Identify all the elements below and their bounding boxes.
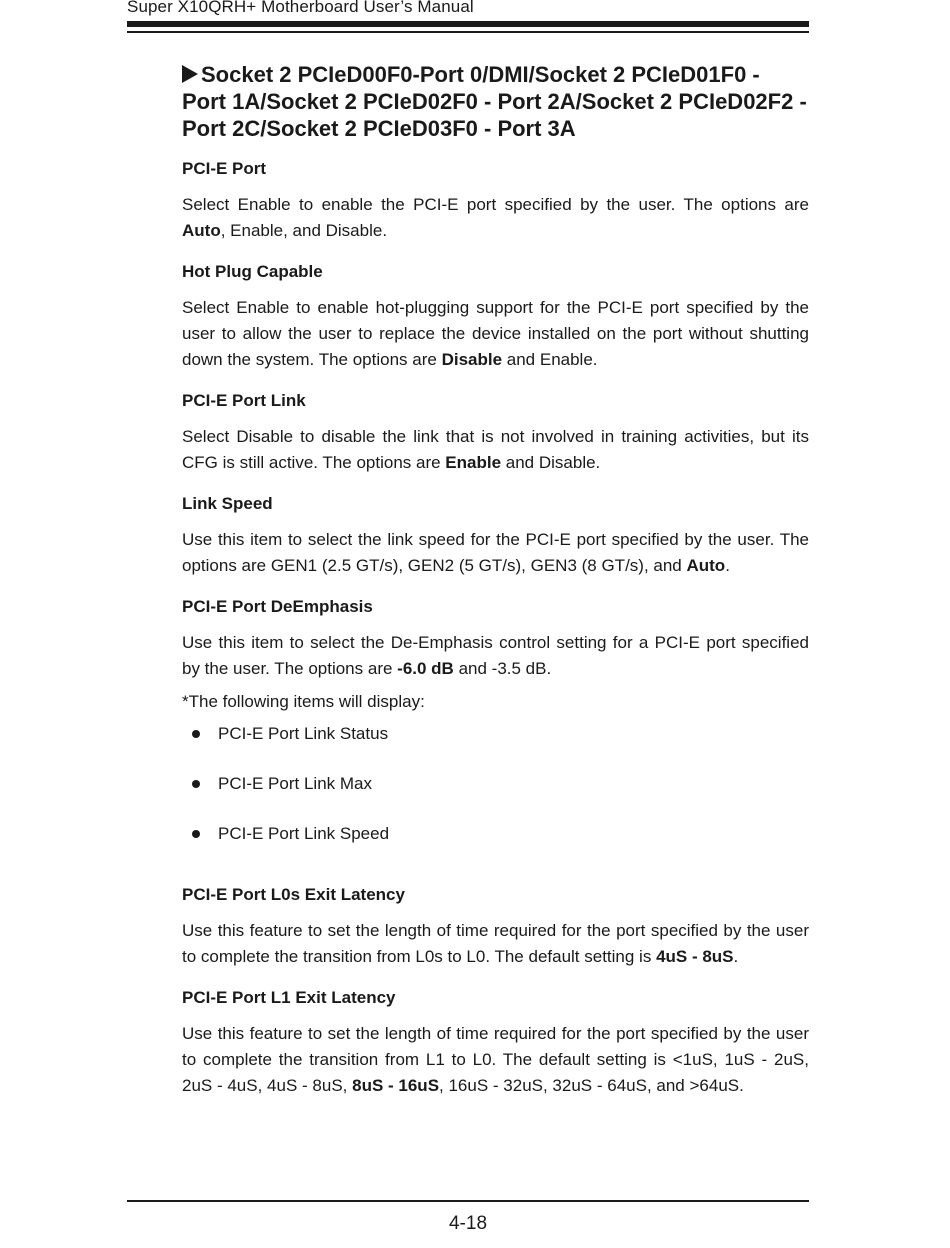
l0s-latency-text: Use this feature to set the length of time required for the port specified by the user to complete the transition from L0s to L0. The default setting is — [182, 921, 809, 966]
hot-plug-text: Select Enable to enable hot-plugging support for the PCI-E port specified by the user to allow the user to replace the device installed on the port without shutting down the system. The options are — [182, 298, 809, 369]
pcie-port-text-end: , Enable, and Disable. — [220, 221, 388, 240]
display-items-note: *The following items will display: — [182, 692, 425, 711]
pcie-port-text: Select Enable to enable the PCI-E port specified by the user. The options are — [182, 195, 809, 214]
link-speed-heading: Link Speed — [182, 494, 273, 513]
page-content — [182, 61, 809, 1116]
list-item — [182, 773, 809, 795]
hot-plug-description — [182, 295, 809, 373]
l1-latency-text: Use this feature to set the length of time required for the port specified by the user to complete the transition from L1 to L0. The default setting is <1uS, 1uS - 2uS, 2uS - 4uS, 4uS - 8uS, — [182, 1024, 809, 1095]
l0s-latency-text-end: . — [733, 947, 739, 966]
link-speed-text-end: . — [725, 556, 730, 575]
l1-latency-description — [182, 1021, 809, 1099]
deemphasis-text: Use this item to select the De-Emphasis control setting for a PCI-E port specified by the user. The options are — [182, 633, 809, 678]
list-item-label: PCI-E Port Link Status — [218, 724, 389, 743]
display-items-list — [182, 723, 809, 845]
link-speed-text: Use this item to select the link speed for the PCI-E port specified by the user. The options are GEN1 (2.5 GT/s), GEN2 (5 GT/s), GEN3 (8 GT/s), and — [182, 530, 809, 575]
l1-latency-heading: PCI-E Port L1 Exit Latency — [182, 988, 396, 1007]
l1-latency-text-end: , 16uS - 32uS, 32uS - 64uS, and >64uS. — [439, 1076, 744, 1095]
link-speed-description — [182, 527, 809, 579]
hot-plug-text-end: and Enable. — [502, 350, 598, 369]
bullet-icon — [192, 730, 200, 738]
list-item — [182, 723, 809, 745]
hot-plug-heading: Hot Plug Capable — [182, 262, 323, 281]
deemphasis-heading: PCI-E Port DeEmphasis — [182, 597, 373, 616]
l0s-latency-description — [182, 918, 809, 970]
port-link-text-end: and Disable. — [501, 453, 601, 472]
pcie-port-heading: PCI-E Port — [182, 159, 267, 178]
deemphasis-description — [182, 630, 809, 682]
section-title — [182, 61, 809, 142]
list-item-label: PCI-E Port Link Speed — [218, 824, 390, 843]
running-header: Super X10QRH+ Motherboard User’s Manual — [127, 0, 474, 16]
l1-latency-default: 8uS - 16uS — [352, 1076, 440, 1095]
hot-plug-default: Disable — [441, 350, 503, 369]
pcie-port-description — [182, 192, 809, 244]
l0s-latency-default: 4uS - 8uS — [656, 947, 734, 966]
port-link-text: Select Disable to disable the link that is not involved in training activities, but its CFG is still active. The options are — [182, 427, 809, 472]
deemphasis-text-end: and -3.5 dB. — [453, 659, 552, 678]
port-link-description — [182, 424, 809, 476]
page-number: 4-18 — [448, 1213, 488, 1234]
triangle-arrow-icon — [182, 65, 198, 83]
l0s-latency-heading: PCI-E Port L0s Exit Latency — [182, 885, 405, 904]
port-link-default: Enable — [445, 453, 502, 472]
footer-rule — [127, 1200, 809, 1202]
bullet-icon — [192, 780, 200, 788]
port-link-heading: PCI-E Port Link — [182, 391, 306, 410]
header-rule-thick — [127, 21, 809, 27]
list-item — [182, 823, 809, 845]
link-speed-default: Auto — [686, 556, 726, 575]
header-rule-thin — [127, 31, 809, 33]
bullet-icon — [192, 830, 200, 838]
list-item-label: PCI-E Port Link Max — [218, 774, 372, 793]
pcie-port-default: Auto — [182, 221, 221, 240]
section-title-text: Socket 2 PCIeD00F0-Port 0/DMI/Socket 2 PCIeD01F0 - Port 1A/Socket 2 PCIeD02F0 - Port 2A/Socket 2 PCIeD02F2 - Port 2C/Socket 2 PCIeD03F0 - Port 3A — [182, 62, 807, 141]
deemphasis-default: -6.0 dB — [397, 659, 454, 678]
